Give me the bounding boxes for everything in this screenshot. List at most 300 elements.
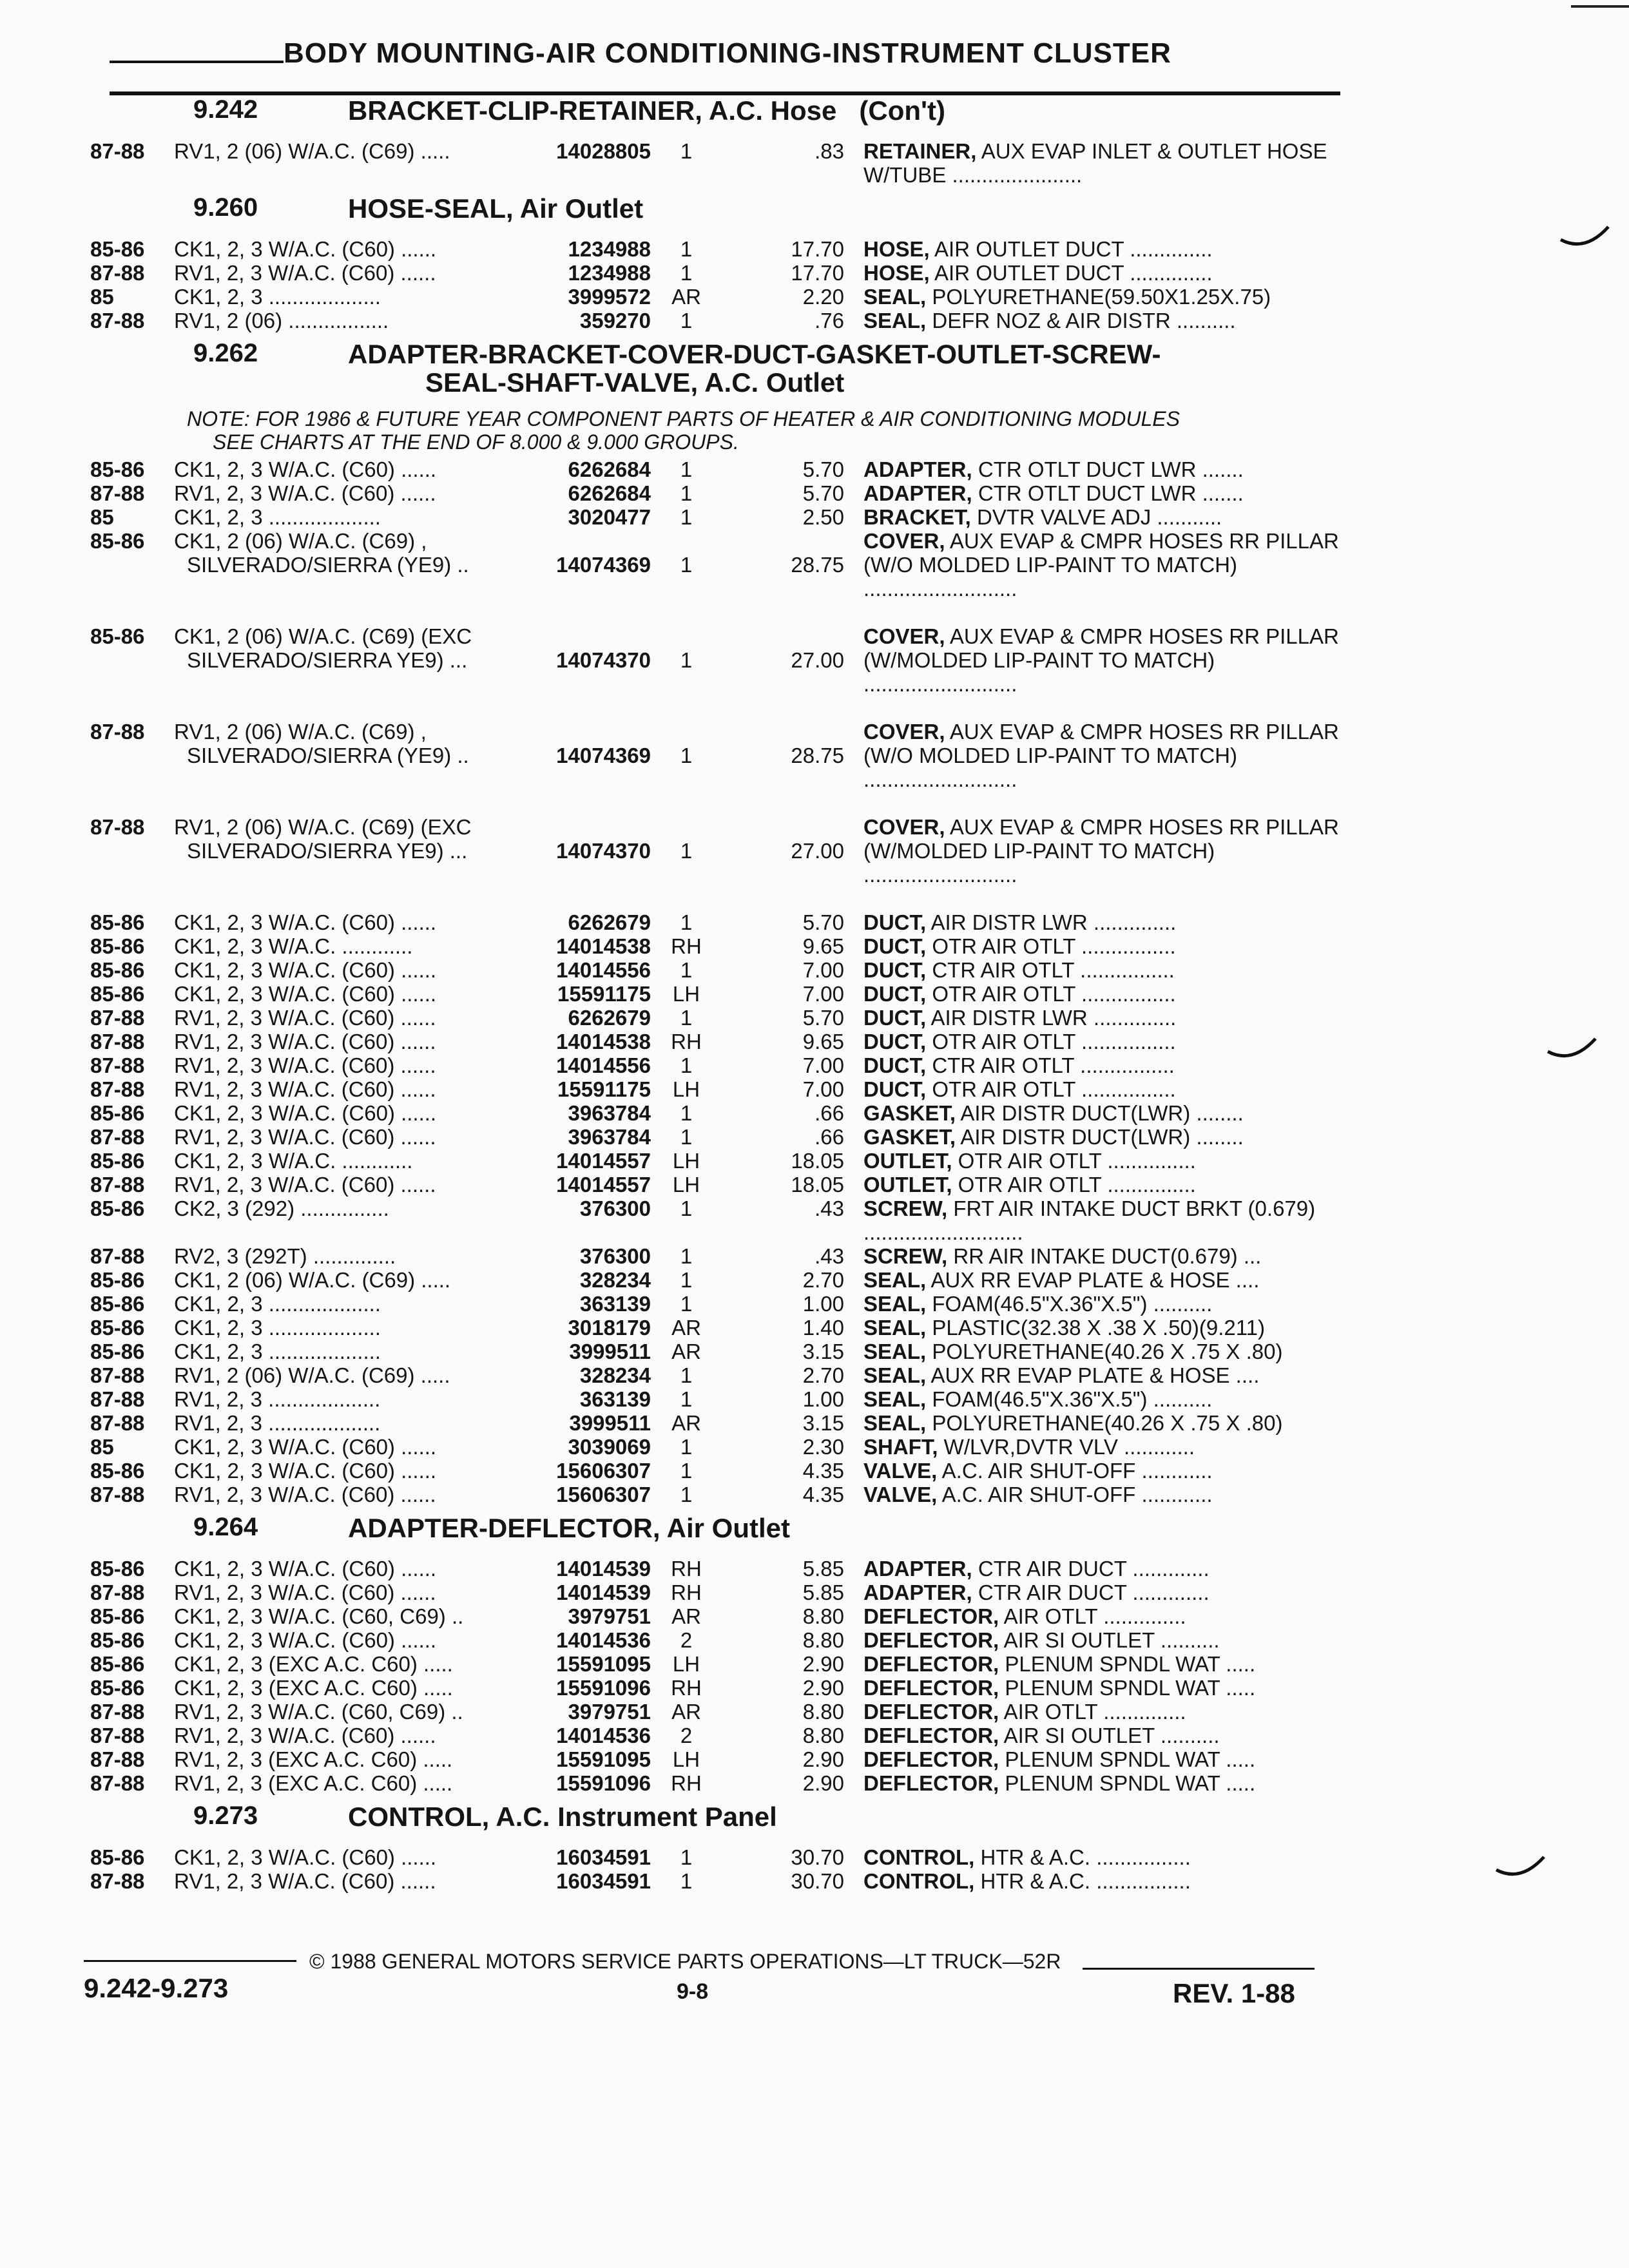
- part-description: VALVE, A.C. AIR SHUT-OFF ............: [863, 1459, 1213, 1483]
- model-year: 87-88: [90, 1173, 145, 1196]
- model-year: 85-86: [90, 958, 145, 982]
- part-number: 14028805: [556, 139, 651, 163]
- part-description: SCREW, FRT AIR INTAKE DUCT BRKT (0.679) ...........................: [863, 1196, 1316, 1244]
- table-row: [90, 505, 1340, 529]
- quantity: 2: [680, 1628, 693, 1652]
- model-year: 87-88: [90, 815, 145, 839]
- part-description: HOSE, AIR OUTLET DUCT ..............: [863, 237, 1213, 261]
- table-row: [90, 1628, 1340, 1652]
- table-row: [90, 261, 1340, 285]
- model-year: 87-88: [90, 1411, 145, 1435]
- section-number: 9.262: [193, 339, 258, 367]
- model-year: 85-86: [90, 1149, 145, 1173]
- part-number: 15591096: [556, 1676, 651, 1700]
- model-applicability: CK1, 2, 3 W/A.C. (C60) ......: [174, 237, 437, 261]
- quantity: 1: [680, 309, 693, 332]
- price: 7.00: [802, 1053, 844, 1077]
- part-number: 3979751: [568, 1700, 651, 1724]
- quantity: LH: [672, 1173, 700, 1196]
- part-number: 376300: [579, 1244, 651, 1268]
- part-description: SEAL, FOAM(46.5"X.36"X.5") ..........: [863, 1292, 1213, 1316]
- quantity: AR: [671, 1604, 701, 1628]
- part-description: DUCT, OTR AIR OTLT ................: [863, 934, 1176, 958]
- table-row: [90, 1125, 1340, 1149]
- model-year: 87-88: [90, 139, 145, 163]
- table-row: [90, 457, 1340, 481]
- table-row: [90, 1747, 1340, 1771]
- model-applicability: CK1, 2, 3 (EXC A.C. C60) .....: [174, 1676, 453, 1700]
- model-year: 85-86: [90, 1196, 145, 1220]
- part-description: DEFLECTOR, PLENUM SPNDL WAT .....: [863, 1747, 1256, 1771]
- price: 5.85: [802, 1557, 844, 1581]
- model-year: 85-86: [90, 624, 145, 648]
- table-row: [90, 1869, 1340, 1893]
- part-description: ADAPTER, CTR AIR DUCT .............: [863, 1557, 1210, 1581]
- model-year: 87-88: [90, 1869, 145, 1893]
- table-row: [90, 1030, 1340, 1053]
- note-line: SEE CHARTS AT THE END OF 8.000 & 9.000 GROUPS.: [213, 430, 739, 454]
- quantity: AR: [671, 1316, 701, 1340]
- part-number: 3999511: [569, 1340, 651, 1363]
- model-year: 87-88: [90, 1363, 145, 1387]
- part-description: DUCT, AIR DISTR LWR ..............: [863, 910, 1177, 934]
- part-description: SEAL, POLYURETHANE(59.50X1.25X.75): [863, 285, 1271, 309]
- table-row: [90, 285, 1340, 309]
- model-year: 85-86: [90, 1845, 145, 1869]
- part-number: 14014539: [556, 1557, 651, 1581]
- model-year: 85-86: [90, 934, 145, 958]
- part-description: DEFLECTOR, AIR SI OUTLET ..........: [863, 1724, 1220, 1747]
- quantity: 1: [680, 139, 693, 163]
- model-applicability: RV1, 2, 3 (EXC A.C. C60) .....: [174, 1771, 453, 1795]
- table-row: [90, 1724, 1340, 1747]
- part-number: 14014536: [556, 1724, 651, 1747]
- quantity: 1: [680, 1196, 693, 1220]
- quantity: 1: [680, 1869, 693, 1893]
- model-applicability: RV1, 2, 3 ...................: [174, 1387, 381, 1411]
- section-name: ADAPTER-DEFLECTOR, Air Outlet: [348, 1513, 791, 1543]
- footer-revision: REV. 1-88: [1173, 1978, 1295, 2008]
- quantity: 1: [680, 1483, 693, 1506]
- section-header: [90, 187, 1340, 237]
- quantity: RH: [671, 934, 702, 958]
- price: .83: [815, 139, 844, 163]
- part-number: 3039069: [568, 1435, 651, 1459]
- price: 5.70: [802, 910, 844, 934]
- section-header: [90, 332, 1340, 407]
- model-applicability: CK1, 2, 3 ...................: [174, 505, 381, 529]
- quantity: 1: [680, 553, 693, 577]
- model-year: 85-86: [90, 1604, 145, 1628]
- part-number: 14014556: [556, 958, 651, 982]
- table-row: [90, 982, 1340, 1006]
- part-description: DEFLECTOR, PLENUM SPNDL WAT .....: [863, 1676, 1256, 1700]
- price: 8.80: [802, 1700, 844, 1724]
- price: 1.40: [802, 1316, 844, 1340]
- part-number: 16034591: [556, 1845, 651, 1869]
- part-description: COVER, AUX EVAP & CMPR HOSES RR PILLAR (W/O MOLDED LIP-PAINT TO MATCH) ..........................: [863, 720, 1339, 791]
- part-number: 3018179: [568, 1316, 651, 1340]
- check-mark-icon: [1547, 1037, 1598, 1063]
- price: 27.00: [791, 648, 844, 672]
- quantity: 1: [680, 1435, 693, 1459]
- quantity: 1: [680, 1125, 693, 1149]
- model-year: 87-88: [90, 1006, 145, 1030]
- model-applicability: RV1, 2 (06) W/A.C. (C69) .....: [174, 1363, 450, 1387]
- part-description: HOSE, AIR OUTLET DUCT ..............: [863, 261, 1213, 285]
- model-year: 87-88: [90, 1125, 145, 1149]
- model-applicability: CK1, 2, 3 W/A.C. (C60) ......: [174, 1435, 437, 1459]
- quantity: 1: [680, 910, 693, 934]
- part-description: SEAL, AUX RR EVAP PLATE & HOSE ....: [863, 1268, 1260, 1292]
- section-name-continued: SEAL-SHAFT-VALVE, A.C. Outlet: [425, 367, 845, 398]
- quantity: RH: [671, 1557, 702, 1581]
- model-year: 87-88: [90, 1747, 145, 1771]
- table-row: [90, 1581, 1340, 1604]
- quantity: 1: [680, 1459, 693, 1483]
- section-name: HOSE-SEAL, Air Outlet: [348, 193, 644, 224]
- table-row: [90, 958, 1340, 982]
- model-applicability: RV1, 2, 3 W/A.C. (C60) ......: [174, 261, 436, 285]
- quantity: 1: [680, 958, 693, 982]
- quantity: 1: [680, 1244, 693, 1268]
- table-row: [90, 237, 1340, 261]
- model-applicability: CK1, 2 (06) W/A.C. (C69) (EXC SILVERADO/SIERRA YE9) ...: [174, 624, 472, 672]
- model-year: 85-86: [90, 910, 145, 934]
- part-number: 15606307: [556, 1459, 651, 1483]
- quantity: RH: [671, 1030, 702, 1053]
- price: 8.80: [802, 1724, 844, 1747]
- model-applicability: CK1, 2, 3 W/A.C. (C60) ......: [174, 910, 437, 934]
- table-row: [90, 1077, 1340, 1101]
- table-row: [90, 309, 1340, 332]
- quantity: LH: [672, 982, 700, 1006]
- part-description: DEFLECTOR, PLENUM SPNDL WAT .....: [863, 1771, 1256, 1795]
- price: .66: [815, 1125, 844, 1149]
- table-row: [90, 1173, 1340, 1196]
- model-year: 87-88: [90, 261, 145, 285]
- part-description: SEAL, POLYURETHANE(40.26 X .75 X .80): [863, 1340, 1283, 1363]
- quantity: 1: [680, 744, 693, 767]
- part-number: 6262684: [568, 481, 651, 505]
- part-description: ADAPTER, CTR OTLT DUCT LWR .......: [863, 457, 1244, 481]
- price: 9.65: [802, 1030, 844, 1053]
- model-applicability: RV1, 2, 3 W/A.C. (C60) ......: [174, 1869, 436, 1893]
- section-number: 9.273: [193, 1802, 258, 1830]
- model-applicability: RV1, 2, 3 W/A.C. (C60) ......: [174, 1173, 436, 1196]
- table-row: [90, 1387, 1340, 1411]
- part-description: BRACKET, DVTR VALVE ADJ ...........: [863, 505, 1222, 529]
- price: 2.20: [802, 285, 844, 309]
- model-year: 85-86: [90, 457, 145, 481]
- quantity: 1: [680, 1006, 693, 1030]
- section-name: CONTROL, A.C. Instrument Panel: [348, 1802, 777, 1832]
- part-number: 14074370: [556, 648, 651, 672]
- section-header: [90, 89, 1340, 139]
- part-description: DUCT, CTR AIR OTLT ................: [863, 1053, 1175, 1077]
- title-rule: [110, 61, 284, 63]
- model-applicability: RV1, 2, 3 W/A.C. (C60) ......: [174, 1724, 436, 1747]
- part-number: 14014557: [556, 1149, 651, 1173]
- model-applicability: RV1, 2, 3 W/A.C. (C60) ......: [174, 1125, 436, 1149]
- price: 18.05: [791, 1149, 844, 1173]
- table-row: [90, 1771, 1340, 1795]
- model-applicability: RV1, 2, 3 W/A.C. (C60) ......: [174, 1030, 436, 1053]
- price: 30.70: [791, 1845, 844, 1869]
- table-row: [90, 1483, 1340, 1506]
- price: .43: [815, 1244, 844, 1268]
- price: .66: [815, 1101, 844, 1125]
- quantity: RH: [671, 1771, 702, 1795]
- model-year: 87-88: [90, 720, 145, 744]
- quantity: AR: [671, 1411, 701, 1435]
- table-row: [90, 934, 1340, 958]
- model-year: 85-86: [90, 1459, 145, 1483]
- model-year: 87-88: [90, 1077, 145, 1101]
- price: 3.15: [802, 1340, 844, 1363]
- table-row: [90, 1196, 1340, 1244]
- part-description: COVER, AUX EVAP & CMPR HOSES RR PILLAR (W/O MOLDED LIP-PAINT TO MATCH) ..........................: [863, 529, 1339, 601]
- part-description: SEAL, AUX RR EVAP PLATE & HOSE ....: [863, 1363, 1260, 1387]
- part-number: 15591095: [556, 1747, 651, 1771]
- price: 7.00: [802, 1077, 844, 1101]
- part-number: 14014536: [556, 1628, 651, 1652]
- table-row: [90, 1149, 1340, 1173]
- part-number: 328234: [579, 1363, 651, 1387]
- table-row: [90, 720, 1340, 815]
- price: 2.30: [802, 1435, 844, 1459]
- model-year: 85: [90, 1435, 114, 1459]
- quantity: RH: [671, 1581, 702, 1604]
- part-description: COVER, AUX EVAP & CMPR HOSES RR PILLAR (W/MOLDED LIP-PAINT TO MATCH) ..........................: [863, 624, 1339, 696]
- price: 28.75: [791, 744, 844, 767]
- quantity: 1: [680, 1053, 693, 1077]
- price: 17.70: [791, 237, 844, 261]
- price: 2.70: [802, 1268, 844, 1292]
- table-row: [90, 1700, 1340, 1724]
- part-description: SEAL, DEFR NOZ & AIR DISTR ..........: [863, 309, 1236, 332]
- table-row: [90, 1292, 1340, 1316]
- part-description: CONTROL, HTR & A.C. ................: [863, 1869, 1191, 1893]
- quantity: RH: [671, 1676, 702, 1700]
- quantity: 1: [680, 1268, 693, 1292]
- model-year: 87-88: [90, 481, 145, 505]
- price: 4.35: [802, 1483, 844, 1506]
- price: 1.00: [802, 1387, 844, 1411]
- check-mark-icon: [1495, 1856, 1547, 1881]
- quantity: AR: [671, 285, 701, 309]
- part-number: 15591175: [557, 1077, 651, 1101]
- part-description: COVER, AUX EVAP & CMPR HOSES RR PILLAR (W/MOLDED LIP-PAINT TO MATCH) ..........................: [863, 815, 1339, 887]
- part-description: DEFLECTOR, AIR OTLT ..............: [863, 1700, 1186, 1724]
- price: 2.50: [802, 505, 844, 529]
- model-year: 87-88: [90, 1053, 145, 1077]
- model-year: 87-88: [90, 1700, 145, 1724]
- price: 2.90: [802, 1771, 844, 1795]
- part-number: 363139: [579, 1387, 651, 1411]
- page-title: BODY MOUNTING-AIR CONDITIONING-INSTRUMENT CLUSTER: [284, 37, 1171, 69]
- section-header: [90, 1506, 1340, 1557]
- part-number: 3999511: [569, 1411, 651, 1435]
- model-applicability: RV1, 2, 3 ...................: [174, 1411, 381, 1435]
- table-row: [90, 1053, 1340, 1077]
- part-description: GASKET, AIR DISTR DUCT(LWR) ........: [863, 1101, 1244, 1125]
- model-applicability: RV1, 2, 3 W/A.C. (C60) ......: [174, 1483, 436, 1506]
- model-applicability: RV2, 3 (292T) ..............: [174, 1244, 396, 1268]
- model-year: 85-86: [90, 529, 145, 553]
- footer-page-number: 9-8: [677, 1979, 709, 2004]
- price: 9.65: [802, 934, 844, 958]
- quantity: LH: [672, 1077, 700, 1101]
- model-applicability: CK1, 2, 3 (EXC A.C. C60) .....: [174, 1652, 453, 1676]
- parts-listing: [90, 89, 1340, 1893]
- model-year: 87-88: [90, 1030, 145, 1053]
- part-number: 14074369: [556, 553, 651, 577]
- model-year: 87-88: [90, 1724, 145, 1747]
- model-year: 87-88: [90, 1581, 145, 1604]
- model-applicability: CK1, 2, 3 W/A.C. ............: [174, 1149, 413, 1173]
- model-applicability: CK1, 2, 3 W/A.C. (C60) ......: [174, 457, 437, 481]
- model-applicability: RV1, 2, 3 W/A.C. (C60) ......: [174, 1053, 436, 1077]
- model-applicability: CK1, 2, 3 W/A.C. (C60) ......: [174, 982, 437, 1006]
- model-year: 85-86: [90, 1316, 145, 1340]
- quantity: 1: [680, 1387, 693, 1411]
- table-row: [90, 1316, 1340, 1340]
- table-row: [90, 1340, 1340, 1363]
- part-description: SEAL, FOAM(46.5"X.36"X.5") ..........: [863, 1387, 1213, 1411]
- part-description: OUTLET, OTR AIR OTLT ...............: [863, 1149, 1196, 1173]
- model-year: 85-86: [90, 1340, 145, 1363]
- part-description: RETAINER, AUX EVAP INLET & OUTLET HOSE W/TUBE ......................: [863, 139, 1327, 187]
- quantity: LH: [672, 1652, 700, 1676]
- part-description: SEAL, PLASTIC(32.38 X .38 X .50)(9.211): [863, 1316, 1266, 1340]
- price: 5.70: [802, 1006, 844, 1030]
- quantity: 1: [680, 457, 693, 481]
- model-applicability: RV1, 2, 3 W/A.C. (C60) ......: [174, 1006, 436, 1030]
- part-description: DEFLECTOR, AIR SI OUTLET ..........: [863, 1628, 1220, 1652]
- footer-section-range: 9.242-9.273: [84, 1973, 229, 2003]
- model-applicability: RV1, 2, 3 W/A.C. (C60, C69) ..: [174, 1700, 463, 1724]
- model-applicability: CK1, 2, 3 W/A.C. (C60) ......: [174, 1459, 437, 1483]
- part-number: 3999572: [568, 285, 651, 309]
- quantity: 1: [680, 481, 693, 505]
- part-description: DUCT, CTR AIR OTLT ................: [863, 958, 1175, 982]
- price: 27.00: [791, 839, 844, 863]
- quantity: AR: [671, 1700, 701, 1724]
- table-row: [90, 1006, 1340, 1030]
- model-applicability: CK1, 2, 3 W/A.C. ............: [174, 934, 413, 958]
- model-year: 87-88: [90, 1483, 145, 1506]
- price: 30.70: [791, 1869, 844, 1893]
- part-number: 3963784: [568, 1125, 651, 1149]
- model-applicability: RV1, 2 (06) W/A.C. (C69) , SILVERADO/SIERRA (YE9) ..: [174, 720, 469, 767]
- price: 2.90: [802, 1747, 844, 1771]
- model-year: 87-88: [90, 1244, 145, 1268]
- part-description: VALVE, A.C. AIR SHUT-OFF ............: [863, 1483, 1213, 1506]
- price: 2.90: [802, 1676, 844, 1700]
- part-description: CONTROL, HTR & A.C. ................: [863, 1845, 1191, 1869]
- check-mark-icon: [1559, 226, 1611, 251]
- part-number: 328234: [579, 1268, 651, 1292]
- quantity: 1: [680, 1292, 693, 1316]
- part-number: 14074370: [556, 839, 651, 863]
- model-applicability: RV1, 2 (06) W/A.C. (C69) (EXC SILVERADO/SIERRA YE9) ...: [174, 815, 472, 863]
- part-number: 3963784: [568, 1101, 651, 1125]
- table-row: [90, 1652, 1340, 1676]
- part-number: 14074369: [556, 744, 651, 767]
- note-line: NOTE: FOR 1986 & FUTURE YEAR COMPONENT PARTS OF HEATER & AIR CONDITIONING MODULES: [187, 407, 1180, 430]
- part-number: 14014556: [556, 1053, 651, 1077]
- section-number: 9.242: [193, 95, 258, 124]
- part-description: SEAL, POLYURETHANE(40.26 X .75 X .80): [863, 1411, 1283, 1435]
- part-number: 376300: [579, 1196, 651, 1220]
- model-year: 85-86: [90, 1652, 145, 1676]
- price: .43: [815, 1196, 844, 1220]
- model-applicability: CK1, 2, 3 ...................: [174, 1292, 381, 1316]
- price: 3.15: [802, 1411, 844, 1435]
- model-year: 85-86: [90, 1676, 145, 1700]
- part-description: ADAPTER, CTR AIR DUCT .............: [863, 1581, 1210, 1604]
- table-row: [90, 1435, 1340, 1459]
- footer-rule: [1083, 1968, 1315, 1970]
- section-number: 9.260: [193, 193, 258, 222]
- table-row: [90, 1459, 1340, 1483]
- part-number: 359270: [579, 309, 651, 332]
- table-row: [90, 1676, 1340, 1700]
- part-description: GASKET, AIR DISTR DUCT(LWR) ........: [863, 1125, 1244, 1149]
- price: 17.70: [791, 261, 844, 285]
- table-row: [90, 529, 1340, 624]
- part-number: 15591175: [557, 982, 651, 1006]
- price: 28.75: [791, 553, 844, 577]
- table-row: [90, 1557, 1340, 1581]
- model-year: 85-86: [90, 1292, 145, 1316]
- quantity: 1: [680, 1363, 693, 1387]
- table-row: [90, 1845, 1340, 1869]
- part-number: 363139: [579, 1292, 651, 1316]
- part-number: 6262684: [568, 457, 651, 481]
- section-name: ADAPTER-BRACKET-COVER-DUCT-GASKET-OUTLET-SCREW-: [348, 339, 1161, 369]
- part-number: 6262679: [568, 1006, 651, 1030]
- model-applicability: RV1, 2, 3 (EXC A.C. C60) .....: [174, 1747, 453, 1771]
- price: 1.00: [802, 1292, 844, 1316]
- part-number: 14014557: [556, 1173, 651, 1196]
- price: 8.80: [802, 1604, 844, 1628]
- table-row: [90, 1411, 1340, 1435]
- footer-copyright: © 1988 GENERAL MOTORS SERVICE PARTS OPERATIONS—LT TRUCK—52R: [309, 1950, 1061, 1973]
- quantity: 1: [680, 648, 693, 672]
- price: 2.70: [802, 1363, 844, 1387]
- table-row: [90, 1268, 1340, 1292]
- part-description: DUCT, AIR DISTR LWR ..............: [863, 1006, 1177, 1030]
- price: 2.90: [802, 1652, 844, 1676]
- model-applicability: RV1, 2 (06) W/A.C. (C69) .....: [174, 139, 450, 163]
- table-row: [90, 624, 1340, 720]
- section-header: [90, 1795, 1340, 1845]
- model-year: 85-86: [90, 1557, 145, 1581]
- quantity: 2: [680, 1724, 693, 1747]
- price: 8.80: [802, 1628, 844, 1652]
- part-description: ADAPTER, CTR OTLT DUCT LWR .......: [863, 481, 1244, 505]
- part-description: DUCT, OTR AIR OTLT ................: [863, 1077, 1176, 1101]
- model-applicability: CK1, 2, 3 W/A.C. (C60) ......: [174, 1628, 437, 1652]
- part-description: DEFLECTOR, AIR OTLT ..............: [863, 1604, 1186, 1628]
- model-applicability: CK2, 3 (292) ...............: [174, 1196, 389, 1220]
- model-applicability: CK1, 2, 3 W/A.C. (C60, C69) ..: [174, 1604, 464, 1628]
- part-number: 14014539: [556, 1581, 651, 1604]
- part-number: 14014538: [556, 1030, 651, 1053]
- model-applicability: CK1, 2, 3 ...................: [174, 1316, 381, 1340]
